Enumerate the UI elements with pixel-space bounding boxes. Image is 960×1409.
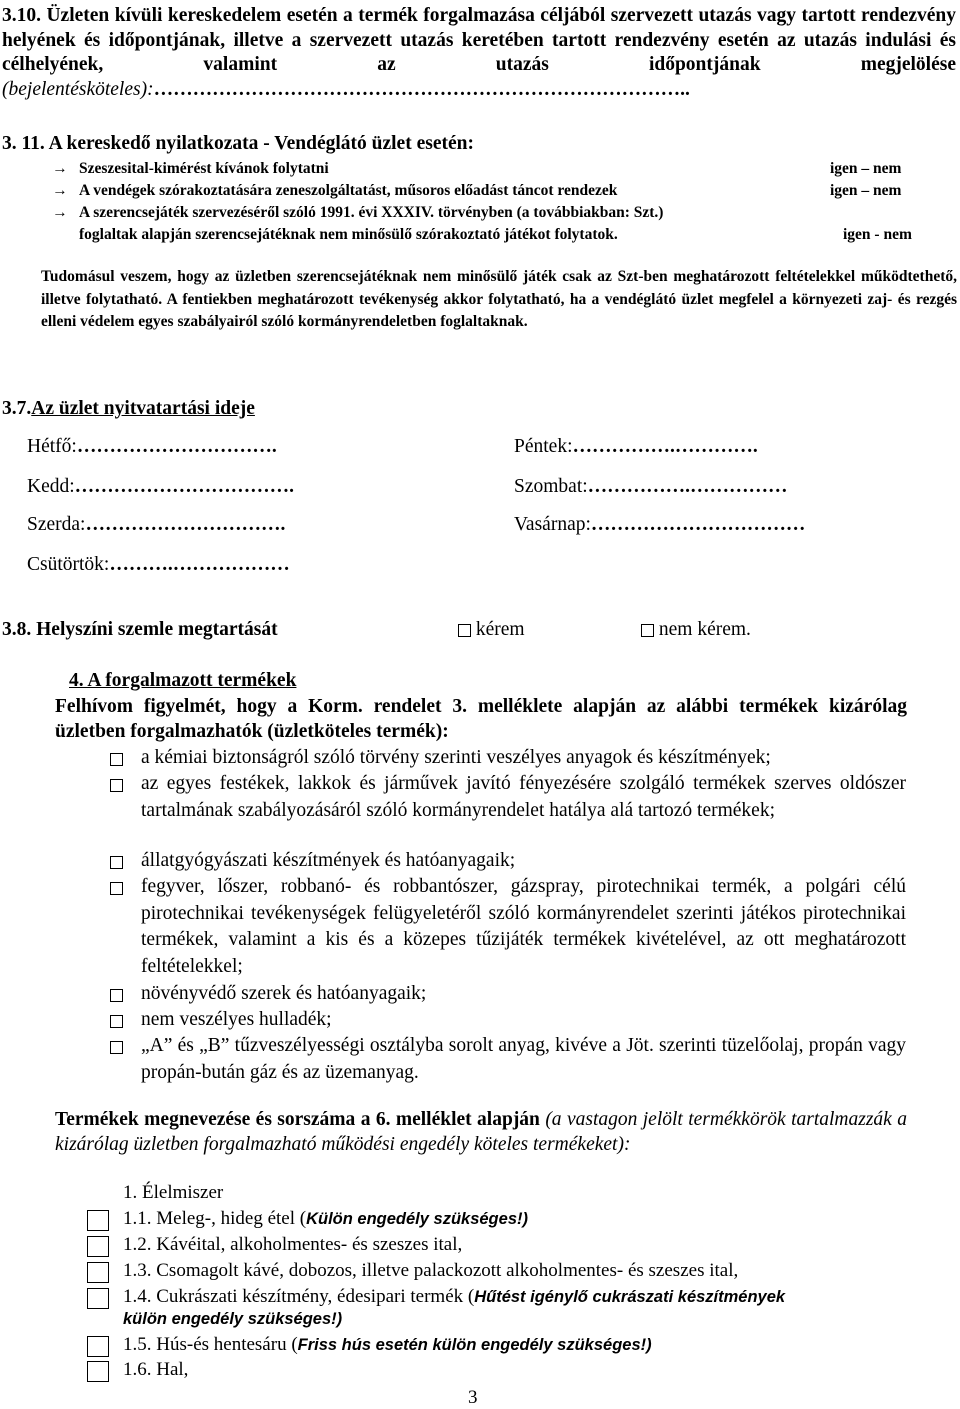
checkbox-icon[interactable] <box>110 779 123 792</box>
products-intro: Felhívom figyelmét, hogy a Korm. rendelet 3. melléklete alapján az alábbi termékek kizárólag üzletben forgalmazhatók (üzletköteles termék): <box>55 696 907 742</box>
products-instruction-italic: (a vastagon jelölt termékkörök tartalmazzák a kizárólag üzletben forgalmazható működési engedély köteles termékeket): <box>55 1109 907 1155</box>
food-checkbox[interactable] <box>87 1262 109 1283</box>
section-3-11-heading: 3. 11. A kereskedő nyilatkozata - Vendéglátó üzlet esetén: <box>2 133 474 154</box>
product-item: fegyver, lőszer, robbanó- és robbantószer, gázspray, pirotechnikai termék, a polgári célú pirotechnikai tevékenységek felügyeletéről szóló kormányrendelet szerinti játékos pirotechnikai termékek, valamint a kis és a közepes tűzijáték termékek kivételével, az ott meghatározott feltételekkel; <box>141 876 906 977</box>
section-3-10 <box>2 4 956 102</box>
notice-paragraph: Tudomásul veszem, hogy az üzletben szerencsejátéknak nem minősülő játék csak az Szt-ben meghatározott feltételekkel működtethető, illetve folytatható. A fentiekben meghatározott tevékenység akkor folytatható, ha a vendéglátó üzlet megfelel a környezeti zaj- és rezgés elleni védelem egyes szabályairól szóló kormányrendeletben foglaltaknak. <box>41 268 957 330</box>
checkbox-icon[interactable] <box>641 624 654 637</box>
arrow-icon: → <box>52 204 68 221</box>
fill-dots: ……………………………………………………………………….. <box>153 78 690 100</box>
arrow-icon: → <box>52 160 68 177</box>
checkbox-icon[interactable] <box>110 1015 123 1028</box>
day-sunday[interactable]: Vasárnap:…………………………… <box>514 514 806 535</box>
day-wednesday[interactable]: Szerda:…………………………. <box>27 514 286 535</box>
product-item: „A” és „B” tűzveszélyességi osztályba sorolt anyag, kivéve a Jöt. szerinti tüzelőolaj, propán vagy propán-bután gáz és az üzemanyag. <box>141 1035 906 1083</box>
opening-hours-title: Az üzlet nyitvatartási ideje <box>31 398 255 419</box>
checkbox-icon[interactable] <box>110 882 123 895</box>
day-thursday[interactable]: Csütörtök:……….……………… <box>27 554 290 575</box>
declaration-text: A vendégek szórakoztatására zeneszolgáltatást, műsoros előadást táncot rendezek <box>79 182 618 199</box>
day-saturday[interactable]: Szombat:…………….…………… <box>514 476 788 497</box>
product-item: a kémiai biztonságról szóló törvény szerinti veszélyes anyagok és készítmények; <box>141 747 771 768</box>
declaration-text: A szerencsejáték szervezéséről szóló 1991. évi XXXIV. törvényben (a továbbiakban: Szt.) <box>79 204 664 221</box>
food-checkbox[interactable] <box>87 1210 109 1231</box>
food-checkbox[interactable] <box>87 1336 109 1357</box>
arrow-icon: → <box>52 182 68 199</box>
inspection-decline-option[interactable] <box>641 619 751 641</box>
declaration-row <box>41 182 921 200</box>
section-tail: (bejelentésköteles): <box>2 78 154 100</box>
checkbox-icon[interactable] <box>458 624 471 637</box>
checkbox-icon[interactable] <box>110 1041 123 1054</box>
opening-hours-heading: 3.7.Az üzlet nyitvatartási ideje <box>2 398 255 419</box>
igen-nem-choice[interactable]: igen - nem <box>843 226 912 243</box>
products-instruction <box>55 1107 907 1157</box>
food-checkbox[interactable] <box>87 1236 109 1257</box>
inspection-heading: 3.8. Helyszíni szemle megtartását <box>2 619 278 640</box>
declaration-row <box>41 160 921 178</box>
product-item: nem veszélyes hulladék; <box>141 1009 332 1030</box>
day-monday[interactable]: Hétfő:…………………………. <box>27 436 277 457</box>
products-heading: 4. A forgalmazott termékek <box>69 670 297 691</box>
option-label: nem kérem. <box>658 619 751 640</box>
food-checkbox[interactable] <box>87 1288 109 1309</box>
igen-nem-choice[interactable]: igen – nem <box>830 160 902 177</box>
checkbox-icon[interactable] <box>110 856 123 869</box>
product-item: az egyes festékek, lakkok és járművek javító fényezésére szolgáló termékek szerves oldószer tartalmának szabályozásáról szóló kormányrendelet hatálya alá tartozó termékek; <box>141 773 906 821</box>
page-number: 3 <box>468 1387 478 1408</box>
declaration-row <box>41 204 921 222</box>
checkbox-icon[interactable] <box>110 753 123 766</box>
day-friday[interactable]: Péntek:…………….…………. <box>514 436 758 457</box>
declaration-row <box>79 226 929 244</box>
food-checkbox[interactable] <box>87 1361 109 1382</box>
product-item: állatgyógyászati készítmények és hatóanyagaik; <box>141 850 516 871</box>
section-text: Üzleten kívüli kereskedelem esetén a termék forgalmazása céljából szervezett utazás vagy tartott rendezvény helyének és időpontjának, illetve a szervezett utazás keretében tartott rendezvény esetén az utazás indulási és célhelyének, valamint az utazás időpontjának megjelölése <box>2 5 957 75</box>
products-instruction-bold: Termékek megnevezése és sorszáma a 6. melléklet alapján <box>55 1109 540 1130</box>
day-tuesday[interactable]: Kedd:……………………………. <box>27 476 295 497</box>
declaration-text: foglaltak alapján szerencsejátéknak nem minősülő szórakoztató játékot folytatok. <box>79 226 618 243</box>
product-item: növényvédő szerek és hatóanyagaik; <box>141 983 427 1004</box>
option-label: kérem <box>475 619 525 640</box>
inspection-request-option[interactable] <box>458 619 525 641</box>
checkbox-icon[interactable] <box>110 989 123 1002</box>
igen-nem-choice[interactable]: igen – nem <box>830 182 902 199</box>
category-label: 1. Élelmiszer <box>123 1182 224 1203</box>
declaration-text: Szeszesital-kimérést kívánok folytatni <box>79 160 329 177</box>
section-number: 3.10. <box>2 5 41 26</box>
